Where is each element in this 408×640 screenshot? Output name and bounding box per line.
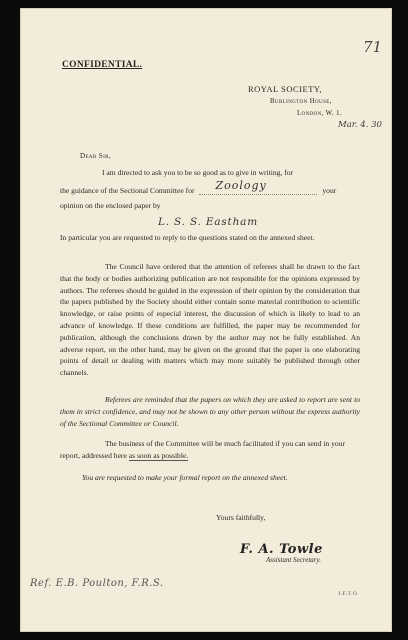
subject-blank (199, 179, 317, 195)
handwritten-signature: F. A. Towle (240, 542, 323, 557)
request-line-3: opinion on the enclosed paper by (60, 201, 161, 210)
page-number: 71 (363, 38, 383, 56)
handwritten-subject: Zoology (215, 179, 267, 192)
handwritten-date: Mar. 4. 30 (338, 120, 382, 130)
formal-report-note: You are requested to make your formal report on the annexed sheet. (82, 473, 288, 482)
letter-page (20, 8, 392, 632)
business-text: The business of the Committee will be much facilitated if you can send in your report, addressed here (60, 439, 345, 460)
request-line-1: I am directed to ask you to be so good as to give in writing, for (102, 168, 294, 177)
signature-title: Assistant Secretary. (266, 556, 321, 564)
particular-paragraph: In particular you are requested to reply to the questions stated on the annexed sheet. (60, 233, 315, 242)
society-name: ROYAL SOCIETY, (248, 84, 323, 94)
request-line-2-post: your (322, 186, 337, 195)
confidential-heading: CONFIDENTIAL. (62, 60, 143, 70)
form-code: J.F.T.O. (338, 591, 360, 597)
closing: Yours faithfully, (216, 513, 266, 522)
request-line-2-pre: the guidance of the Sectional Committee for (60, 186, 195, 195)
council-paragraph: The Council have ordered that the attention of referees shall be drawn to the fact that the body or bodies authorizing publication are not responsible for the opinions expressed by authors. The referees should be guided in the expression of their opinion by the consideration that the papers published by the Society should either contain some material contribution to scientific knowledge, or raise points of especial interest, the discussion of which is likely to lead to an advance of knowledge. If these conditions are fulfilled, the paper may be recommended for publication, although the conclusions drawn by the author may not be fully established. An adverse report, on the other hand, may be given on the ground that the paper is one elaborating points of detail or dealing with matters which may more suitably be published through other channels. (60, 262, 360, 378)
address-city: London, W. 1. (297, 110, 342, 117)
business-highlight: as soon as possible. (128, 450, 189, 460)
request-line-2 (60, 179, 360, 195)
handwritten-referee-note: Ref. E.B. Poulton, F.R.S. (30, 578, 164, 589)
address-building: Burlington House, (270, 98, 332, 105)
business-paragraph (60, 438, 360, 462)
salutation: Dear Sir, (80, 152, 112, 160)
handwritten-author: L. S. S. Eastham (158, 216, 258, 228)
referees-paragraph: Referees are reminded that the papers on which they are asked to report are sent to them in strict confidence, and may not be shown to any other person without the express authority of the Sectional Committee or Council. (60, 395, 360, 428)
